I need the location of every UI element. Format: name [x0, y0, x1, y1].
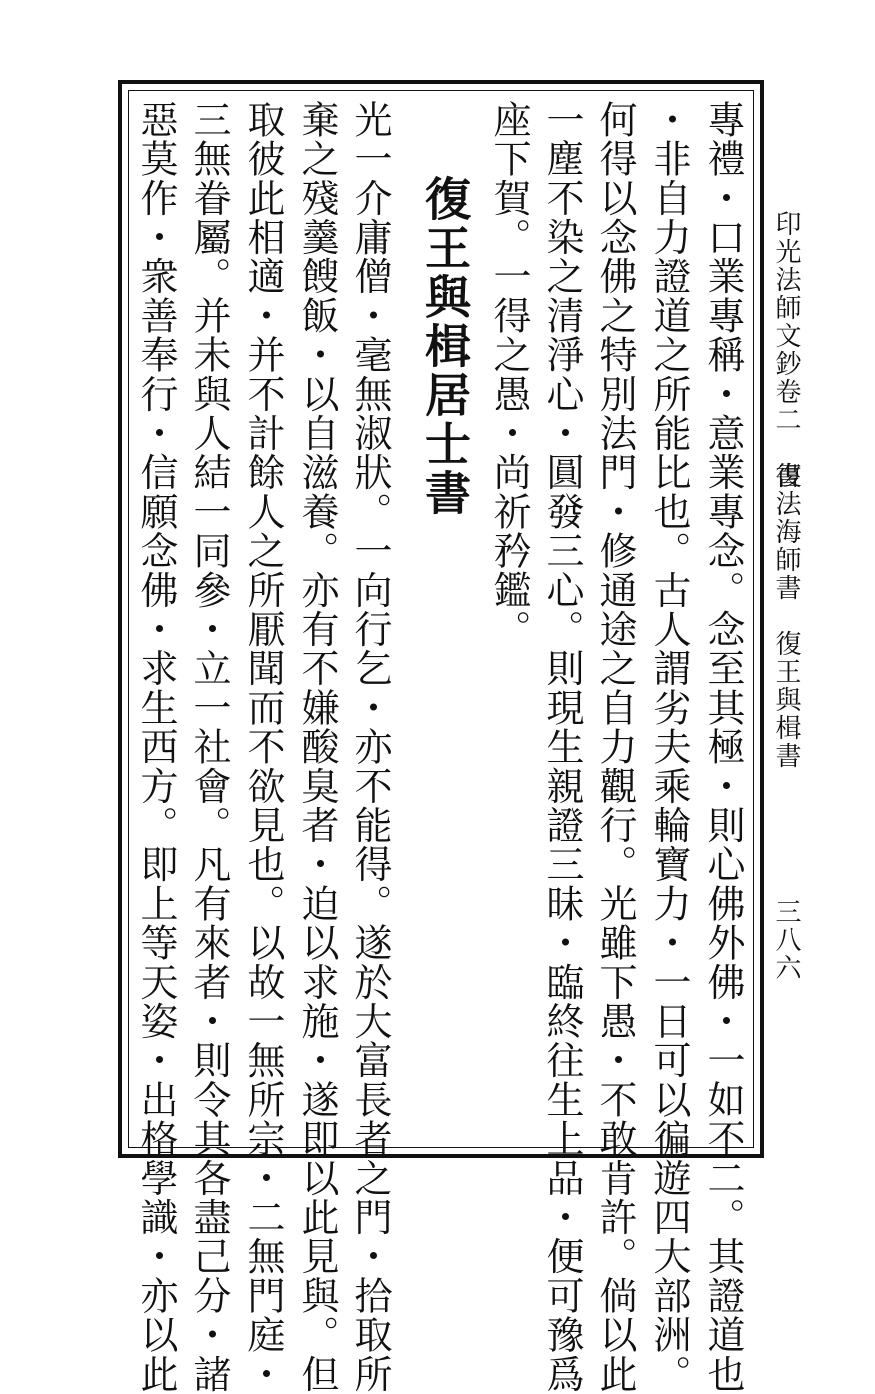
- text-column-1: 專禮・口業專稱・意業專念。念至其極・則心佛外佛・一如不二。其證道也: [701, 100, 745, 1394]
- text-column-2: ・非自力證道之所能比也。古人謂劣夫乘輪寶力・一日可以徧遊四大部洲。: [647, 100, 691, 1394]
- letter-column-3: 取彼此相適・并不計餘人之所厭聞而不欲見也。以故一無所宗・二無門庭・: [241, 100, 285, 1394]
- letter-title: 復王與楫居士書: [418, 175, 472, 518]
- letter-column-1: 光一介庸僧・毫無淑狀。一向行乞・亦不能得。遂於大富長者之門・拾取所: [348, 100, 392, 1394]
- text-column-5: 座下賀。一得之愚・尚祈矜鑑。: [487, 100, 531, 649]
- text-column-3: 何得以念佛之特別法門・修通途之自力觀行。光雖下愚・不敢肯許。倘以此: [593, 100, 637, 1394]
- book-title: 印光法師文鈔卷二 書: [771, 210, 801, 490]
- page-number: 三八六: [771, 898, 801, 982]
- text-column-4: 一塵不染之清淨心・圓發三心。則現生親證三昧・臨終往生上品・便可豫爲: [540, 100, 584, 1394]
- section-titles: 復法海師書 復王與楫書: [771, 462, 801, 770]
- letter-column-4: 三無眷屬。并未與人結一同參・立一社會。凡有來者・則令其各盡己分・諸: [187, 100, 231, 1394]
- letter-column-5: 惡莫作・衆善奉行・信願念佛・求生西方。即上等天姿・出格學識・亦以此: [134, 100, 178, 1394]
- letter-column-2: 棄之殘羹餿飯・以自滋養。亦有不嫌酸臭者・迫以求施・遂即以此見與。但: [295, 100, 339, 1394]
